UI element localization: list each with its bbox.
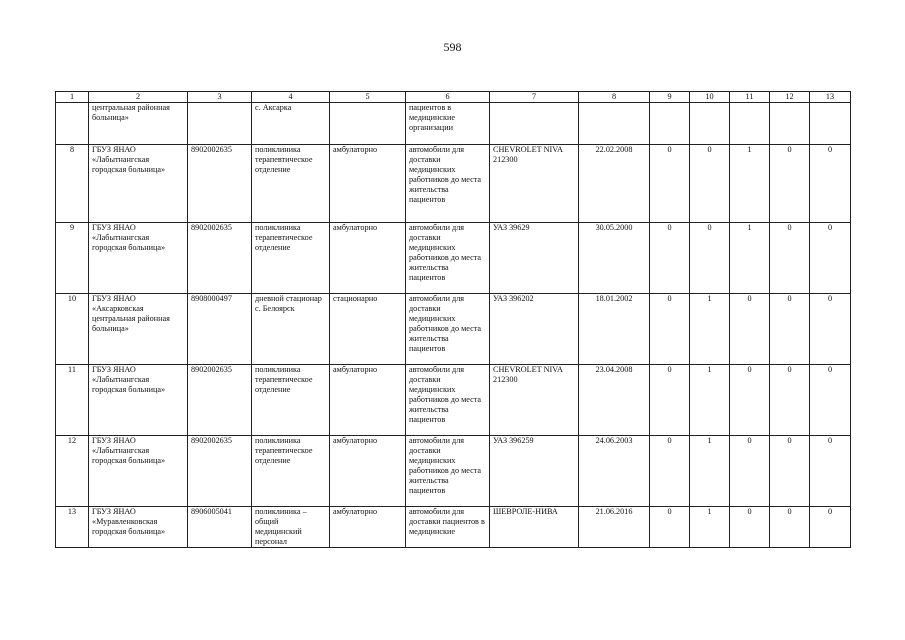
cell-col9: 0	[650, 223, 690, 294]
cell-col13: 0	[810, 365, 851, 436]
cell-col12: 0	[770, 507, 810, 548]
cell-date: 21.06.2016	[579, 507, 650, 548]
cell-care-type: амбулаторно	[330, 507, 406, 548]
cell-unit: поликлиника – общий медицинский персонал	[252, 507, 330, 548]
cell-col11: 0	[730, 365, 770, 436]
table-row-continuation	[56, 103, 851, 145]
cell-col9	[650, 103, 690, 145]
cell-vehicle: УАЗ 39629	[490, 223, 579, 294]
cell-organization: ГБУЗ ЯНАО «Аксарковская центральная районная больница»	[89, 294, 188, 365]
cell-unit: поликлиника терапевтическое отделение	[252, 223, 330, 294]
cell-care-type: амбулаторно	[330, 365, 406, 436]
cell-col12: 0	[770, 223, 810, 294]
cell-col12: 0	[770, 365, 810, 436]
cell-care-type: амбулаторно	[330, 436, 406, 507]
cell-organization: центральная районная больница»	[89, 103, 188, 145]
cell-col11: 0	[730, 294, 770, 365]
cell-number: 9	[56, 223, 89, 294]
cell-date: 23.04.2008	[579, 365, 650, 436]
cell-col11	[730, 103, 770, 145]
col-header-10: 10	[690, 92, 730, 103]
col-header-2: 2	[89, 92, 188, 103]
col-header-4: 4	[252, 92, 330, 103]
cell-inn: 8906005041	[188, 507, 252, 548]
cell-vehicle: УАЗ 396259	[490, 436, 579, 507]
cell-col10: 1	[690, 365, 730, 436]
header-row	[56, 92, 851, 103]
table-row	[56, 436, 851, 507]
cell-purpose: автомобили для доставки медицинских работников до места жительства пациентов	[406, 436, 490, 507]
cell-col10: 0	[690, 145, 730, 223]
cell-organization: ГБУЗ ЯНАО «Лабытнангская городская больница»	[89, 145, 188, 223]
cell-col11: 1	[730, 223, 770, 294]
cell-organization: ГБУЗ ЯНАО «Лабытнангская городская больница»	[89, 436, 188, 507]
col-header-12: 12	[770, 92, 810, 103]
cell-organization: ГБУЗ ЯНАО «Лабытнангская городская больница»	[89, 365, 188, 436]
cell-col12	[770, 103, 810, 145]
cell-col13	[810, 103, 851, 145]
cell-purpose: автомобили для доставки пациентов в медицинские	[406, 507, 490, 548]
col-header-8: 8	[579, 92, 650, 103]
cell-purpose: автомобили для доставки медицинских работников до места жительства пациентов	[406, 223, 490, 294]
cell-col11: 1	[730, 145, 770, 223]
cell-inn: 8902002635	[188, 436, 252, 507]
cell-col11: 0	[730, 436, 770, 507]
cell-col10: 0	[690, 223, 730, 294]
cell-col13: 0	[810, 436, 851, 507]
cell-col9: 0	[650, 365, 690, 436]
cell-col10	[690, 103, 730, 145]
cell-date	[579, 103, 650, 145]
cell-col13: 0	[810, 507, 851, 548]
cell-inn: 8908000497	[188, 294, 252, 365]
col-header-5: 5	[330, 92, 406, 103]
page-number: 598	[443, 40, 462, 54]
table-row	[56, 507, 851, 548]
cell-number: 10	[56, 294, 89, 365]
cell-col9: 0	[650, 436, 690, 507]
cell-care-type	[330, 103, 406, 145]
col-header-7: 7	[490, 92, 579, 103]
cell-unit: поликлиника терапевтическое отделение	[252, 145, 330, 223]
cell-care-type: амбулаторно	[330, 145, 406, 223]
cell-col9: 0	[650, 145, 690, 223]
table-row	[56, 223, 851, 294]
cell-vehicle: ШЕВРОЛЕ-НИВА	[490, 507, 579, 548]
cell-organization: ГБУЗ ЯНАО «Муравленковская городская больница»	[89, 507, 188, 548]
col-header-3: 3	[188, 92, 252, 103]
cell-unit: с. Аксарка	[252, 103, 330, 145]
cell-date: 24.06.2003	[579, 436, 650, 507]
cell-col12: 0	[770, 294, 810, 365]
cell-number: 13	[56, 507, 89, 548]
cell-col9: 0	[650, 294, 690, 365]
cell-vehicle: УАЗ 396202	[490, 294, 579, 365]
cell-col13: 0	[810, 145, 851, 223]
cell-purpose: автомобили для доставки медицинских работников до места жительства пациентов	[406, 365, 490, 436]
cell-vehicle	[490, 103, 579, 145]
col-header-13: 13	[810, 92, 851, 103]
cell-inn: 8902002635	[188, 145, 252, 223]
cell-date: 30.05.2000	[579, 223, 650, 294]
cell-col12: 0	[770, 145, 810, 223]
cell-vehicle: CHEVROLET NIVA 212300	[490, 365, 579, 436]
cell-vehicle: CHEVROLET NIVA 212300	[490, 145, 579, 223]
cell-col9: 0	[650, 507, 690, 548]
table-row	[56, 365, 851, 436]
cell-purpose: автомобили для доставки медицинских работников до места жительства пациентов	[406, 294, 490, 365]
cell-inn	[188, 103, 252, 145]
cell-col10: 1	[690, 294, 730, 365]
cell-number: 11	[56, 365, 89, 436]
cell-inn: 8902002635	[188, 223, 252, 294]
cell-col11: 0	[730, 507, 770, 548]
cell-number	[56, 103, 89, 145]
cell-col10: 1	[690, 507, 730, 548]
cell-care-type: амбулаторно	[330, 223, 406, 294]
cell-number: 12	[56, 436, 89, 507]
col-header-1: 1	[56, 92, 89, 103]
table-row	[56, 294, 851, 365]
cell-col13: 0	[810, 294, 851, 365]
cell-col12: 0	[770, 436, 810, 507]
col-header-11: 11	[730, 92, 770, 103]
cell-unit: поликлиника терапевтическое отделение	[252, 436, 330, 507]
cell-inn: 8902002635	[188, 365, 252, 436]
cell-number: 8	[56, 145, 89, 223]
data-table	[55, 91, 851, 548]
table-row	[56, 145, 851, 223]
col-header-9: 9	[650, 92, 690, 103]
cell-col10: 1	[690, 436, 730, 507]
cell-unit: поликлиника терапевтическое отделение	[252, 365, 330, 436]
cell-organization: ГБУЗ ЯНАО «Лабытнангская городская больница»	[89, 223, 188, 294]
cell-purpose: автомобили для доставки медицинских работников до места жительства пациентов	[406, 145, 490, 223]
cell-date: 18.01.2002	[579, 294, 650, 365]
cell-purpose: пациентов в медицинские организации	[406, 103, 490, 145]
cell-care-type: стационарно	[330, 294, 406, 365]
cell-unit: дневной стационар с. Белоярск	[252, 294, 330, 365]
cell-col13: 0	[810, 223, 851, 294]
cell-date: 22.02.2008	[579, 145, 650, 223]
col-header-6: 6	[406, 92, 490, 103]
